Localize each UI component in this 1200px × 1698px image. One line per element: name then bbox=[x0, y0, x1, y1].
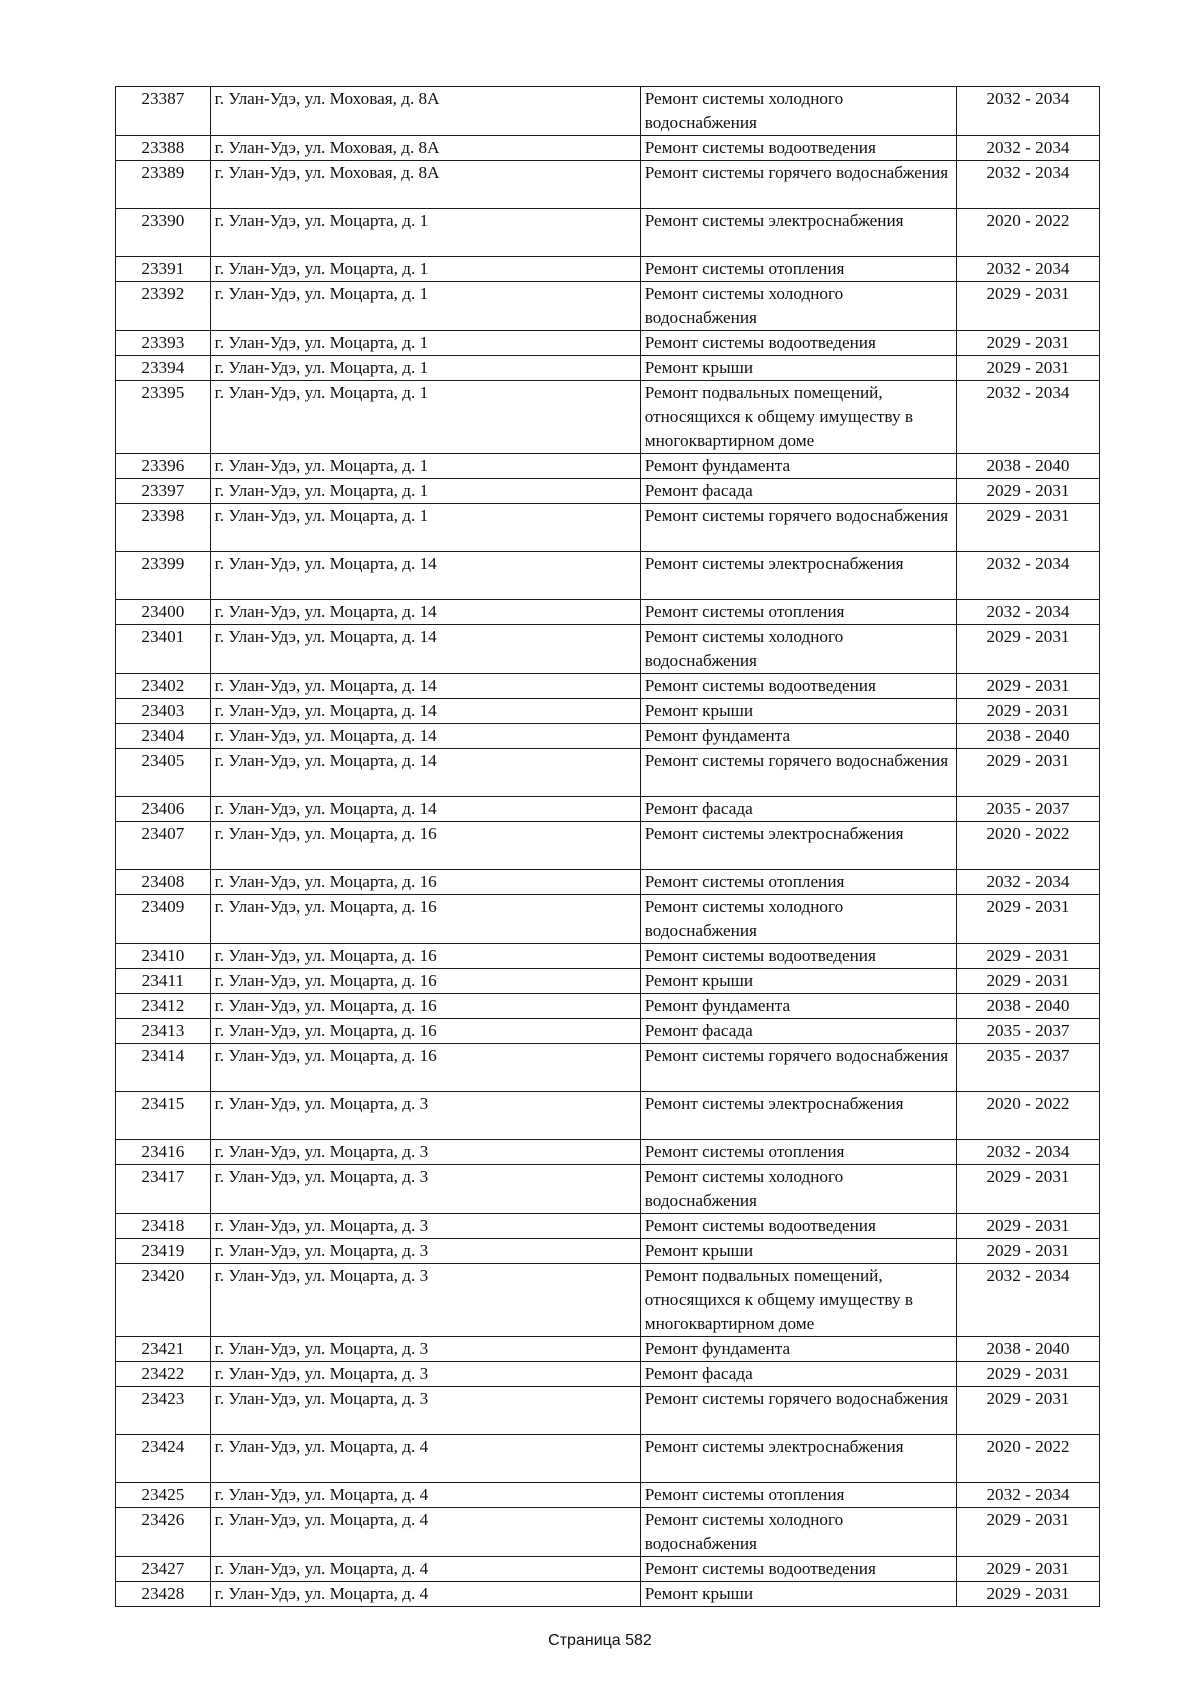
period-cell: 2020 - 2022 bbox=[956, 822, 1099, 870]
table-row bbox=[116, 699, 1100, 724]
address-cell: г. Улан-Удэ, ул. Моховая, д. 8А bbox=[210, 87, 640, 136]
row-number-cell: 23407 bbox=[116, 822, 211, 870]
period-cell: 2032 - 2034 bbox=[956, 87, 1099, 136]
work-type-cell: Ремонт системы горячего водоснабжения bbox=[640, 749, 956, 797]
table-row bbox=[116, 1337, 1100, 1362]
row-number-cell: 23415 bbox=[116, 1092, 211, 1140]
address-cell: г. Улан-Удэ, ул. Моцарта, д. 16 bbox=[210, 994, 640, 1019]
work-type-cell: Ремонт крыши bbox=[640, 699, 956, 724]
table-row bbox=[116, 282, 1100, 331]
period-cell: 2029 - 2031 bbox=[956, 674, 1099, 699]
period-cell: 2029 - 2031 bbox=[956, 1582, 1099, 1607]
table-row bbox=[116, 454, 1100, 479]
row-number-cell: 23428 bbox=[116, 1582, 211, 1607]
row-number-cell: 23423 bbox=[116, 1387, 211, 1435]
work-type-cell: Ремонт системы холодного водоснабжения bbox=[640, 87, 956, 136]
work-type-cell: Ремонт системы холодного водоснабжения bbox=[640, 625, 956, 674]
work-type-cell: Ремонт системы отопления bbox=[640, 600, 956, 625]
row-number-cell: 23408 bbox=[116, 870, 211, 895]
period-cell: 2035 - 2037 bbox=[956, 1019, 1099, 1044]
table-row bbox=[116, 1140, 1100, 1165]
period-cell: 2035 - 2037 bbox=[956, 1044, 1099, 1092]
period-cell: 2029 - 2031 bbox=[956, 1508, 1099, 1557]
address-cell: г. Улан-Удэ, ул. Моцарта, д. 3 bbox=[210, 1239, 640, 1264]
row-number-cell: 23391 bbox=[116, 257, 211, 282]
work-type-cell: Ремонт фасада bbox=[640, 1362, 956, 1387]
period-cell: 2029 - 2031 bbox=[956, 1557, 1099, 1582]
period-cell: 2032 - 2034 bbox=[956, 1483, 1099, 1508]
address-cell: г. Улан-Удэ, ул. Моцарта, д. 3 bbox=[210, 1387, 640, 1435]
row-number-cell: 23419 bbox=[116, 1239, 211, 1264]
work-type-cell: Ремонт фундамента bbox=[640, 724, 956, 749]
address-cell: г. Улан-Удэ, ул. Моцарта, д. 1 bbox=[210, 282, 640, 331]
table-row bbox=[116, 1214, 1100, 1239]
address-cell: г. Улан-Удэ, ул. Моцарта, д. 1 bbox=[210, 504, 640, 552]
row-number-cell: 23400 bbox=[116, 600, 211, 625]
period-cell: 2029 - 2031 bbox=[956, 356, 1099, 381]
address-cell: г. Улан-Удэ, ул. Моцарта, д. 14 bbox=[210, 699, 640, 724]
address-cell: г. Улан-Удэ, ул. Моцарта, д. 4 bbox=[210, 1483, 640, 1508]
row-number-cell: 23393 bbox=[116, 331, 211, 356]
address-cell: г. Улан-Удэ, ул. Моцарта, д. 3 bbox=[210, 1337, 640, 1362]
table-row bbox=[116, 331, 1100, 356]
address-cell: г. Улан-Удэ, ул. Моцарта, д. 3 bbox=[210, 1165, 640, 1214]
address-cell: г. Улан-Удэ, ул. Моцарта, д. 16 bbox=[210, 969, 640, 994]
work-type-cell: Ремонт подвальных помещений, относящихся к общему имуществу в многоквартирном доме bbox=[640, 381, 956, 454]
table-row bbox=[116, 895, 1100, 944]
table-row bbox=[116, 625, 1100, 674]
period-cell: 2029 - 2031 bbox=[956, 331, 1099, 356]
row-number-cell: 23392 bbox=[116, 282, 211, 331]
table-row bbox=[116, 136, 1100, 161]
address-cell: г. Улан-Удэ, ул. Моцарта, д. 3 bbox=[210, 1264, 640, 1337]
address-cell: г. Улан-Удэ, ул. Моцарта, д. 1 bbox=[210, 381, 640, 454]
address-cell: г. Улан-Удэ, ул. Моцарта, д. 14 bbox=[210, 552, 640, 600]
work-type-cell: Ремонт системы электроснабжения bbox=[640, 1435, 956, 1483]
period-cell: 2029 - 2031 bbox=[956, 1387, 1099, 1435]
period-cell: 2029 - 2031 bbox=[956, 625, 1099, 674]
row-number-cell: 23404 bbox=[116, 724, 211, 749]
table-row bbox=[116, 944, 1100, 969]
row-number-cell: 23395 bbox=[116, 381, 211, 454]
row-number-cell: 23397 bbox=[116, 479, 211, 504]
period-cell: 2029 - 2031 bbox=[956, 969, 1099, 994]
table-row bbox=[116, 381, 1100, 454]
period-cell: 2029 - 2031 bbox=[956, 749, 1099, 797]
table-row bbox=[116, 1435, 1100, 1483]
table-row bbox=[116, 87, 1100, 136]
work-type-cell: Ремонт системы холодного водоснабжения bbox=[640, 1508, 956, 1557]
address-cell: г. Улан-Удэ, ул. Моцарта, д. 3 bbox=[210, 1362, 640, 1387]
work-type-cell: Ремонт системы горячего водоснабжения bbox=[640, 504, 956, 552]
page-number: Страница 582 bbox=[548, 1632, 652, 1649]
work-type-cell: Ремонт системы водоотведения bbox=[640, 136, 956, 161]
table-row bbox=[116, 724, 1100, 749]
work-type-cell: Ремонт системы горячего водоснабжения bbox=[640, 1044, 956, 1092]
period-cell: 2029 - 2031 bbox=[956, 1362, 1099, 1387]
table-row bbox=[116, 969, 1100, 994]
row-number-cell: 23394 bbox=[116, 356, 211, 381]
table-row bbox=[116, 1019, 1100, 1044]
row-number-cell: 23422 bbox=[116, 1362, 211, 1387]
period-cell: 2029 - 2031 bbox=[956, 1239, 1099, 1264]
table-row bbox=[116, 209, 1100, 257]
address-cell: г. Улан-Удэ, ул. Моцарта, д. 14 bbox=[210, 797, 640, 822]
table-row bbox=[116, 1582, 1100, 1607]
period-cell: 2029 - 2031 bbox=[956, 895, 1099, 944]
table-row bbox=[116, 797, 1100, 822]
repair-schedule-table bbox=[115, 86, 1100, 1607]
address-cell: г. Улан-Удэ, ул. Моцарта, д. 16 bbox=[210, 895, 640, 944]
work-type-cell: Ремонт системы горячего водоснабжения bbox=[640, 161, 956, 209]
table-row bbox=[116, 552, 1100, 600]
work-type-cell: Ремонт подвальных помещений, относящихся к общему имуществу в многоквартирном доме bbox=[640, 1264, 956, 1337]
table-row bbox=[116, 600, 1100, 625]
work-type-cell: Ремонт фундамента bbox=[640, 454, 956, 479]
table-row bbox=[116, 1264, 1100, 1337]
period-cell: 2035 - 2037 bbox=[956, 797, 1099, 822]
address-cell: г. Улан-Удэ, ул. Моховая, д. 8А bbox=[210, 161, 640, 209]
row-number-cell: 23412 bbox=[116, 994, 211, 1019]
address-cell: г. Улан-Удэ, ул. Моцарта, д. 14 bbox=[210, 674, 640, 699]
row-number-cell: 23420 bbox=[116, 1264, 211, 1337]
period-cell: 2032 - 2034 bbox=[956, 1140, 1099, 1165]
row-number-cell: 23387 bbox=[116, 87, 211, 136]
address-cell: г. Улан-Удэ, ул. Моховая, д. 8А bbox=[210, 136, 640, 161]
address-cell: г. Улан-Удэ, ул. Моцарта, д. 14 bbox=[210, 749, 640, 797]
table-row bbox=[116, 1044, 1100, 1092]
table-row bbox=[116, 822, 1100, 870]
row-number-cell: 23413 bbox=[116, 1019, 211, 1044]
work-type-cell: Ремонт системы электроснабжения bbox=[640, 822, 956, 870]
table-row bbox=[116, 1483, 1100, 1508]
work-type-cell: Ремонт системы холодного водоснабжения bbox=[640, 895, 956, 944]
period-cell: 2029 - 2031 bbox=[956, 504, 1099, 552]
work-type-cell: Ремонт системы холодного водоснабжения bbox=[640, 282, 956, 331]
row-number-cell: 23389 bbox=[116, 161, 211, 209]
address-cell: г. Улан-Удэ, ул. Моцарта, д. 16 bbox=[210, 822, 640, 870]
work-type-cell: Ремонт фасада bbox=[640, 797, 956, 822]
table-row bbox=[116, 479, 1100, 504]
work-type-cell: Ремонт системы электроснабжения bbox=[640, 209, 956, 257]
period-cell: 2029 - 2031 bbox=[956, 479, 1099, 504]
address-cell: г. Улан-Удэ, ул. Моцарта, д. 4 bbox=[210, 1582, 640, 1607]
address-cell: г. Улан-Удэ, ул. Моцарта, д. 1 bbox=[210, 454, 640, 479]
row-number-cell: 23402 bbox=[116, 674, 211, 699]
period-cell: 2032 - 2034 bbox=[956, 136, 1099, 161]
work-type-cell: Ремонт системы водоотведения bbox=[640, 674, 956, 699]
row-number-cell: 23403 bbox=[116, 699, 211, 724]
work-type-cell: Ремонт системы отопления bbox=[640, 257, 956, 282]
row-number-cell: 23427 bbox=[116, 1557, 211, 1582]
address-cell: г. Улан-Удэ, ул. Моцарта, д. 4 bbox=[210, 1557, 640, 1582]
row-number-cell: 23405 bbox=[116, 749, 211, 797]
work-type-cell: Ремонт крыши bbox=[640, 356, 956, 381]
period-cell: 2032 - 2034 bbox=[956, 161, 1099, 209]
period-cell: 2020 - 2022 bbox=[956, 1435, 1099, 1483]
row-number-cell: 23406 bbox=[116, 797, 211, 822]
period-cell: 2032 - 2034 bbox=[956, 1264, 1099, 1337]
address-cell: г. Улан-Удэ, ул. Моцарта, д. 3 bbox=[210, 1140, 640, 1165]
period-cell: 2038 - 2040 bbox=[956, 994, 1099, 1019]
work-type-cell: Ремонт системы водоотведения bbox=[640, 1214, 956, 1239]
work-type-cell: Ремонт системы отопления bbox=[640, 1140, 956, 1165]
row-number-cell: 23401 bbox=[116, 625, 211, 674]
period-cell: 2020 - 2022 bbox=[956, 1092, 1099, 1140]
period-cell: 2032 - 2034 bbox=[956, 870, 1099, 895]
row-number-cell: 23390 bbox=[116, 209, 211, 257]
period-cell: 2032 - 2034 bbox=[956, 381, 1099, 454]
table-row bbox=[116, 1092, 1100, 1140]
period-cell: 2032 - 2034 bbox=[956, 600, 1099, 625]
period-cell: 2038 - 2040 bbox=[956, 454, 1099, 479]
work-type-cell: Ремонт фундамента bbox=[640, 1337, 956, 1362]
row-number-cell: 23416 bbox=[116, 1140, 211, 1165]
address-cell: г. Улан-Удэ, ул. Моцарта, д. 14 bbox=[210, 600, 640, 625]
table-row bbox=[116, 994, 1100, 1019]
work-type-cell: Ремонт фундамента bbox=[640, 994, 956, 1019]
row-number-cell: 23399 bbox=[116, 552, 211, 600]
period-cell: 2032 - 2034 bbox=[956, 257, 1099, 282]
period-cell: 2029 - 2031 bbox=[956, 1165, 1099, 1214]
row-number-cell: 23398 bbox=[116, 504, 211, 552]
row-number-cell: 23409 bbox=[116, 895, 211, 944]
row-number-cell: 23410 bbox=[116, 944, 211, 969]
table-row bbox=[116, 749, 1100, 797]
row-number-cell: 23417 bbox=[116, 1165, 211, 1214]
table-row bbox=[116, 504, 1100, 552]
table-row bbox=[116, 674, 1100, 699]
period-cell: 2029 - 2031 bbox=[956, 944, 1099, 969]
work-type-cell: Ремонт крыши bbox=[640, 969, 956, 994]
period-cell: 2020 - 2022 bbox=[956, 209, 1099, 257]
work-type-cell: Ремонт системы отопления bbox=[640, 1483, 956, 1508]
work-type-cell: Ремонт фасада bbox=[640, 479, 956, 504]
row-number-cell: 23425 bbox=[116, 1483, 211, 1508]
work-type-cell: Ремонт системы электроснабжения bbox=[640, 1092, 956, 1140]
work-type-cell: Ремонт системы холодного водоснабжения bbox=[640, 1165, 956, 1214]
table-body bbox=[116, 87, 1100, 1607]
table-row bbox=[116, 1508, 1100, 1557]
table-row bbox=[116, 1387, 1100, 1435]
table-row bbox=[116, 1557, 1100, 1582]
address-cell: г. Улан-Удэ, ул. Моцарта, д. 14 bbox=[210, 625, 640, 674]
period-cell: 2038 - 2040 bbox=[956, 1337, 1099, 1362]
address-cell: г. Улан-Удэ, ул. Моцарта, д. 4 bbox=[210, 1435, 640, 1483]
address-cell: г. Улан-Удэ, ул. Моцарта, д. 16 bbox=[210, 870, 640, 895]
table-row bbox=[116, 356, 1100, 381]
period-cell: 2029 - 2031 bbox=[956, 699, 1099, 724]
table-row bbox=[116, 870, 1100, 895]
work-type-cell: Ремонт крыши bbox=[640, 1582, 956, 1607]
period-cell: 2029 - 2031 bbox=[956, 282, 1099, 331]
work-type-cell: Ремонт системы водоотведения bbox=[640, 331, 956, 356]
address-cell: г. Улан-Удэ, ул. Моцарта, д. 4 bbox=[210, 1508, 640, 1557]
work-type-cell: Ремонт фасада bbox=[640, 1019, 956, 1044]
work-type-cell: Ремонт системы водоотведения bbox=[640, 944, 956, 969]
address-cell: г. Улан-Удэ, ул. Моцарта, д. 1 bbox=[210, 257, 640, 282]
address-cell: г. Улан-Удэ, ул. Моцарта, д. 1 bbox=[210, 209, 640, 257]
table-row bbox=[116, 1165, 1100, 1214]
address-cell: г. Улан-Удэ, ул. Моцарта, д. 1 bbox=[210, 331, 640, 356]
work-type-cell: Ремонт системы электроснабжения bbox=[640, 552, 956, 600]
work-type-cell: Ремонт системы горячего водоснабжения bbox=[640, 1387, 956, 1435]
row-number-cell: 23424 bbox=[116, 1435, 211, 1483]
address-cell: г. Улан-Удэ, ул. Моцарта, д. 3 bbox=[210, 1092, 640, 1140]
address-cell: г. Улан-Удэ, ул. Моцарта, д. 1 bbox=[210, 356, 640, 381]
table-row bbox=[116, 1362, 1100, 1387]
work-type-cell: Ремонт крыши bbox=[640, 1239, 956, 1264]
row-number-cell: 23396 bbox=[116, 454, 211, 479]
table-row bbox=[116, 1239, 1100, 1264]
address-cell: г. Улан-Удэ, ул. Моцарта, д. 1 bbox=[210, 479, 640, 504]
table-row bbox=[116, 257, 1100, 282]
row-number-cell: 23411 bbox=[116, 969, 211, 994]
table-row bbox=[116, 161, 1100, 209]
address-cell: г. Улан-Удэ, ул. Моцарта, д. 16 bbox=[210, 944, 640, 969]
period-cell: 2032 - 2034 bbox=[956, 552, 1099, 600]
address-cell: г. Улан-Удэ, ул. Моцарта, д. 16 bbox=[210, 1019, 640, 1044]
work-type-cell: Ремонт системы водоотведения bbox=[640, 1557, 956, 1582]
row-number-cell: 23418 bbox=[116, 1214, 211, 1239]
work-type-cell: Ремонт системы отопления bbox=[640, 870, 956, 895]
period-cell: 2038 - 2040 bbox=[956, 724, 1099, 749]
row-number-cell: 23388 bbox=[116, 136, 211, 161]
period-cell: 2029 - 2031 bbox=[956, 1214, 1099, 1239]
address-cell: г. Улан-Удэ, ул. Моцарта, д. 16 bbox=[210, 1044, 640, 1092]
address-cell: г. Улан-Удэ, ул. Моцарта, д. 3 bbox=[210, 1214, 640, 1239]
address-cell: г. Улан-Удэ, ул. Моцарта, д. 14 bbox=[210, 724, 640, 749]
row-number-cell: 23414 bbox=[116, 1044, 211, 1092]
row-number-cell: 23421 bbox=[116, 1337, 211, 1362]
row-number-cell: 23426 bbox=[116, 1508, 211, 1557]
